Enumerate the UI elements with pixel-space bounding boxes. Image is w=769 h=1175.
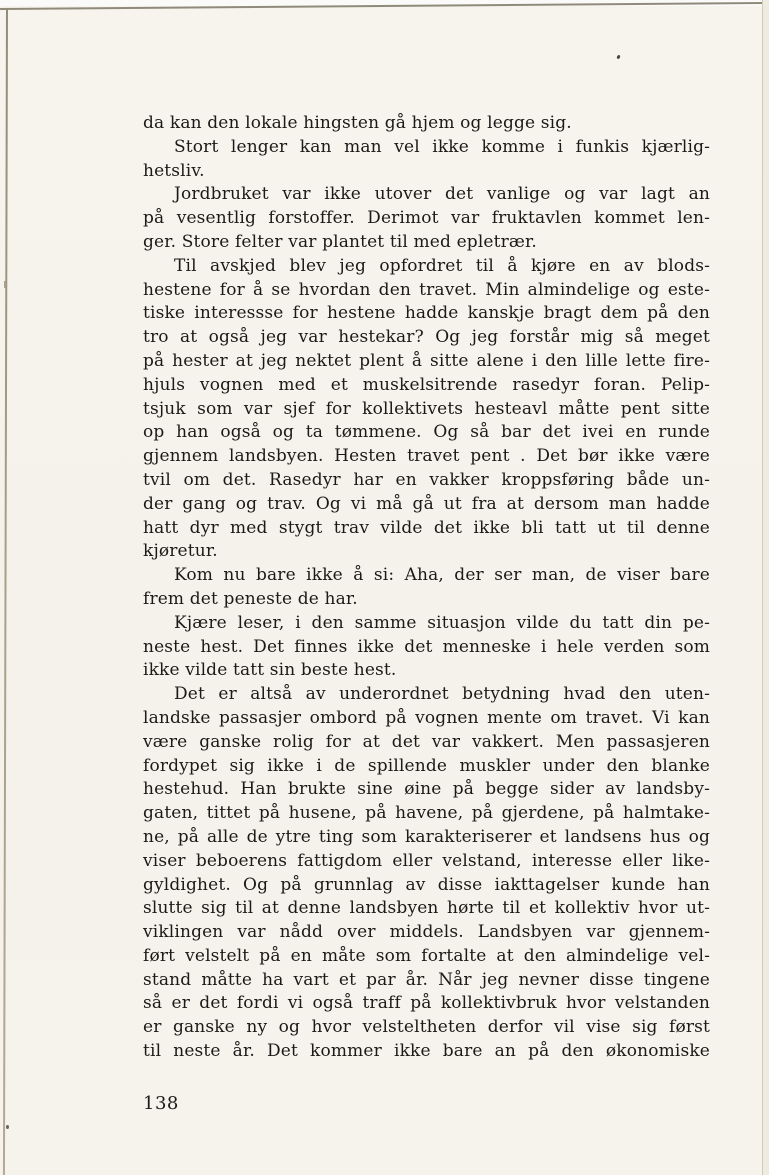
text-line: være ganske rolig for at det var vakkert. Men passasjeren — [143, 731, 710, 752]
text-line: på hester at jeg nektet plent å sitte alene i den lille lette fire- — [143, 350, 710, 371]
text-line: Til avskjed blev jeg opfordret til å kjøre en av blods- — [174, 255, 710, 276]
text-line: Kjære leser, i den samme situasjon vilde du tatt din pe- — [174, 612, 710, 633]
text-line: så er det fordi vi også traff på kollektivbruk hvor velstanden — [143, 993, 710, 1014]
page-right-sliver — [763, 0, 769, 1175]
page-text — [143, 112, 710, 1064]
text-line: viser beboerens fattigdom eller velstand, interesse eller like- — [143, 850, 710, 871]
text-line: gjennem landsbyen. Hesten travet pent . Det bør ikke være — [143, 446, 710, 467]
text-line: ikke vilde tatt sin beste hest. — [143, 660, 397, 681]
text-line: gyldighet. Og på grunnlag av disse iakttagelser kunde han — [143, 874, 710, 895]
text-line: gaten, tittet på husene, på havene, på gjerdene, på halmtake- — [143, 803, 710, 824]
text-line: fordypet sig ikke i de spillende muskler under den blanke — [143, 755, 710, 776]
text-line: til neste år. Det kommer ikke bare an på den økonomiske — [143, 1041, 710, 1062]
text-line: slutte sig til at denne landsbyen hørte til et kollektiv hvor ut- — [143, 898, 710, 919]
scan-speck — [6, 1125, 9, 1129]
text-line: Det er altså av underordnet betydning hvad den uten- — [174, 684, 710, 705]
text-line: tro at også jeg var hestekar? Og jeg forstår mig så meget — [143, 327, 710, 348]
text-line: ne, på alle de ytre ting som karakteriserer et landsens hus og — [143, 826, 710, 847]
text-line: ført velstelt på en måte som fortalte at den almindelige vel- — [143, 945, 710, 966]
text-line: da kan den lokale hingsten gå hjem og legge sig. — [143, 113, 572, 133]
text-line: ger. Store felter var plantet til med epletrær. — [143, 231, 537, 252]
text-line: tiske interessse for hestene hadde kanskje bragt dem på den — [143, 303, 710, 324]
text-line: hatt dyr med stygt trav vilde det ikke bli tatt ut til denne — [143, 517, 710, 538]
text-line: Jordbruket var ikke utover det vanlige og var lagt an — [174, 184, 710, 205]
text-line: tvil om det. Rasedyr har en vakker kroppsføring både un- — [143, 469, 710, 490]
text-line: der gang og trav. Og vi må gå ut fra at dersom man hadde — [143, 493, 710, 514]
text-line: op han også og ta tømmene. Og så bar det ivei en runde — [143, 422, 710, 443]
text-line: viklingen var nådd over middels. Landsbyen var gjennem- — [143, 922, 710, 943]
text-line: kjøretur. — [143, 541, 218, 562]
text-line: landske passasjer ombord på vognen mente om travet. Vi kan — [143, 707, 710, 728]
text-line: frem det peneste de har. — [143, 588, 358, 609]
text-line: hjuls vognen med et muskelsitrende rasedyr foran. Pelip- — [143, 374, 710, 395]
text-line: neste hest. Det finnes ikke det menneske i hele verden som — [143, 636, 710, 657]
text-line: Kom nu bare ikke å si: Aha, der ser man, de viser bare — [174, 565, 710, 586]
text-line: Stort lenger kan man vel ikke komme i funkis kjærlig- — [174, 136, 710, 157]
scan-speck — [4, 281, 6, 288]
page-right-edge — [762, 0, 763, 1175]
text-line: stand måtte ha vart et par år. Når jeg nevner disse tingene — [143, 969, 710, 990]
text-line: hetsliv. — [143, 160, 205, 181]
text-line: tsjuk som var sjef for kollektivets hesteavl måtte pent sitte — [143, 398, 710, 419]
page-number: 138 — [143, 1093, 179, 1114]
text-line: hestehud. Han brukte sine øine på begge sider av landsby- — [143, 779, 710, 800]
text-line: hestene for å se hvordan den travet. Min almindelige og este- — [143, 279, 710, 300]
text-line: er ganske ny og hvor velsteltheten derfor vil vise sig først — [143, 1017, 710, 1038]
text-line: på vesentlig forstoffer. Derimot var fruktavlen kommet len- — [143, 208, 710, 229]
